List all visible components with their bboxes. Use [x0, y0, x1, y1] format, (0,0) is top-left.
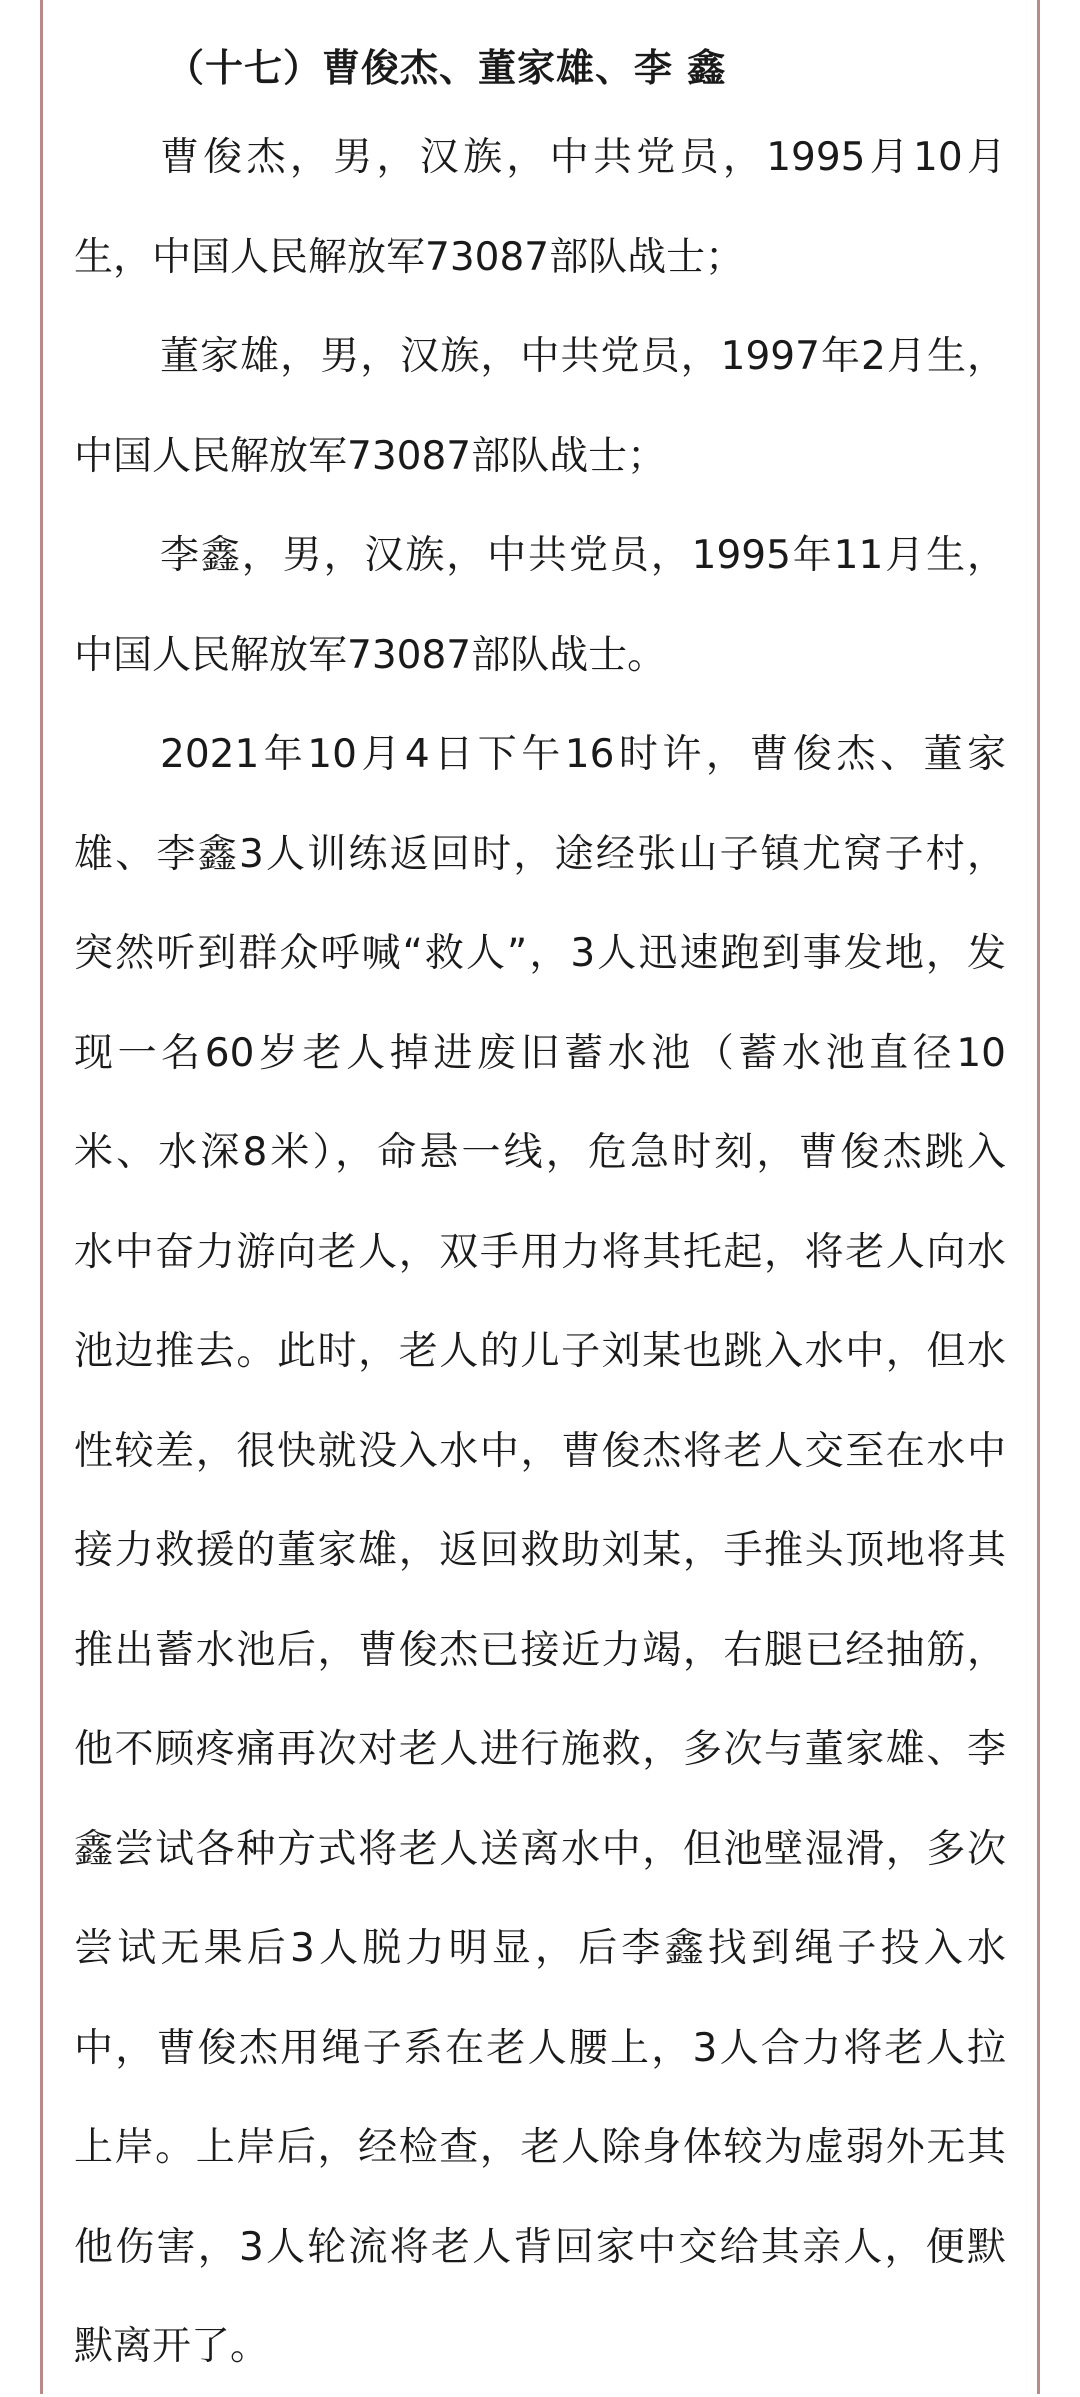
text-line: 默离开了。	[74, 2324, 270, 2369]
text-line: 池边推去。此时，老人的儿子刘某也跳入水中，但水	[74, 1329, 1006, 1374]
text-line: 突然听到群众呼喊“救人”，3人迅速跑到事发地，发	[74, 931, 1006, 976]
text-line: 尝试无果后3人脱力明显，后李鑫找到绳子投入水	[74, 1926, 1006, 1971]
text-line: 他伤害，3人轮流将老人背回家中交给其亲人，便默	[74, 2224, 1006, 2270]
text-line: 他不顾疼痛再次对老人进行施救，多次与董家雄、李	[74, 1727, 1006, 1772]
text-line: 雄、李鑫3人训练返回时，途经张山子镇尤窝子村，	[74, 831, 1006, 877]
text-line: 中国人民解放军73087部队战士；	[74, 433, 667, 479]
text-line: 生，中国人民解放军73087部队战士；	[74, 234, 745, 280]
document-body	[74, 28, 1006, 2397]
text-line: 性较差，很快就没入水中，曹俊杰将老人交至在水中	[74, 1428, 1006, 1474]
text-line: 曹俊杰，男，汉族，中共党员，1995月10月	[160, 135, 1006, 180]
text-line: 2021年10月4日下午16时许，曹俊杰、董家	[160, 732, 1006, 777]
text-line: 鑫尝试各种方式将老人送离水中，但池壁湿滑，多次	[74, 1826, 1006, 1872]
section-title: （十七）曹俊杰、董家雄、李 鑫	[166, 46, 727, 90]
text-line: 上岸。上岸后，经检查，老人除身体较为虚弱外无其	[74, 2125, 1006, 2170]
text-line: 中，曹俊杰用绳子系在老人腰上，3人合力将老人拉	[74, 2025, 1006, 2071]
text-line: 董家雄，男，汉族，中共党员，1997年2月生，	[160, 334, 1006, 379]
right-frame-border	[1037, 0, 1040, 2394]
left-frame-border	[40, 0, 43, 2394]
text-line: 现一名60岁老人掉进废旧蓄水池（蓄水池直径10	[74, 1030, 1006, 1076]
text-line: 米、水深8米），命悬一线，危急时刻，曹俊杰跳入	[74, 1130, 1006, 1175]
text-line: 水中奋力游向老人，双手用力将其托起，将老人向水	[74, 1229, 1006, 1275]
text-line: 接力救援的董家雄，返回救助刘某，手推头顶地将其	[74, 1528, 1006, 1573]
text-line: 中国人民解放军73087部队战士。	[74, 632, 667, 678]
text-line: 推出蓄水池后，曹俊杰已接近力竭，右腿已经抽筋，	[74, 1627, 1006, 1673]
paragraph-text	[74, 108, 1006, 2397]
text-line: 李鑫，男，汉族，中共党员，1995年11月生，	[160, 533, 1006, 578]
